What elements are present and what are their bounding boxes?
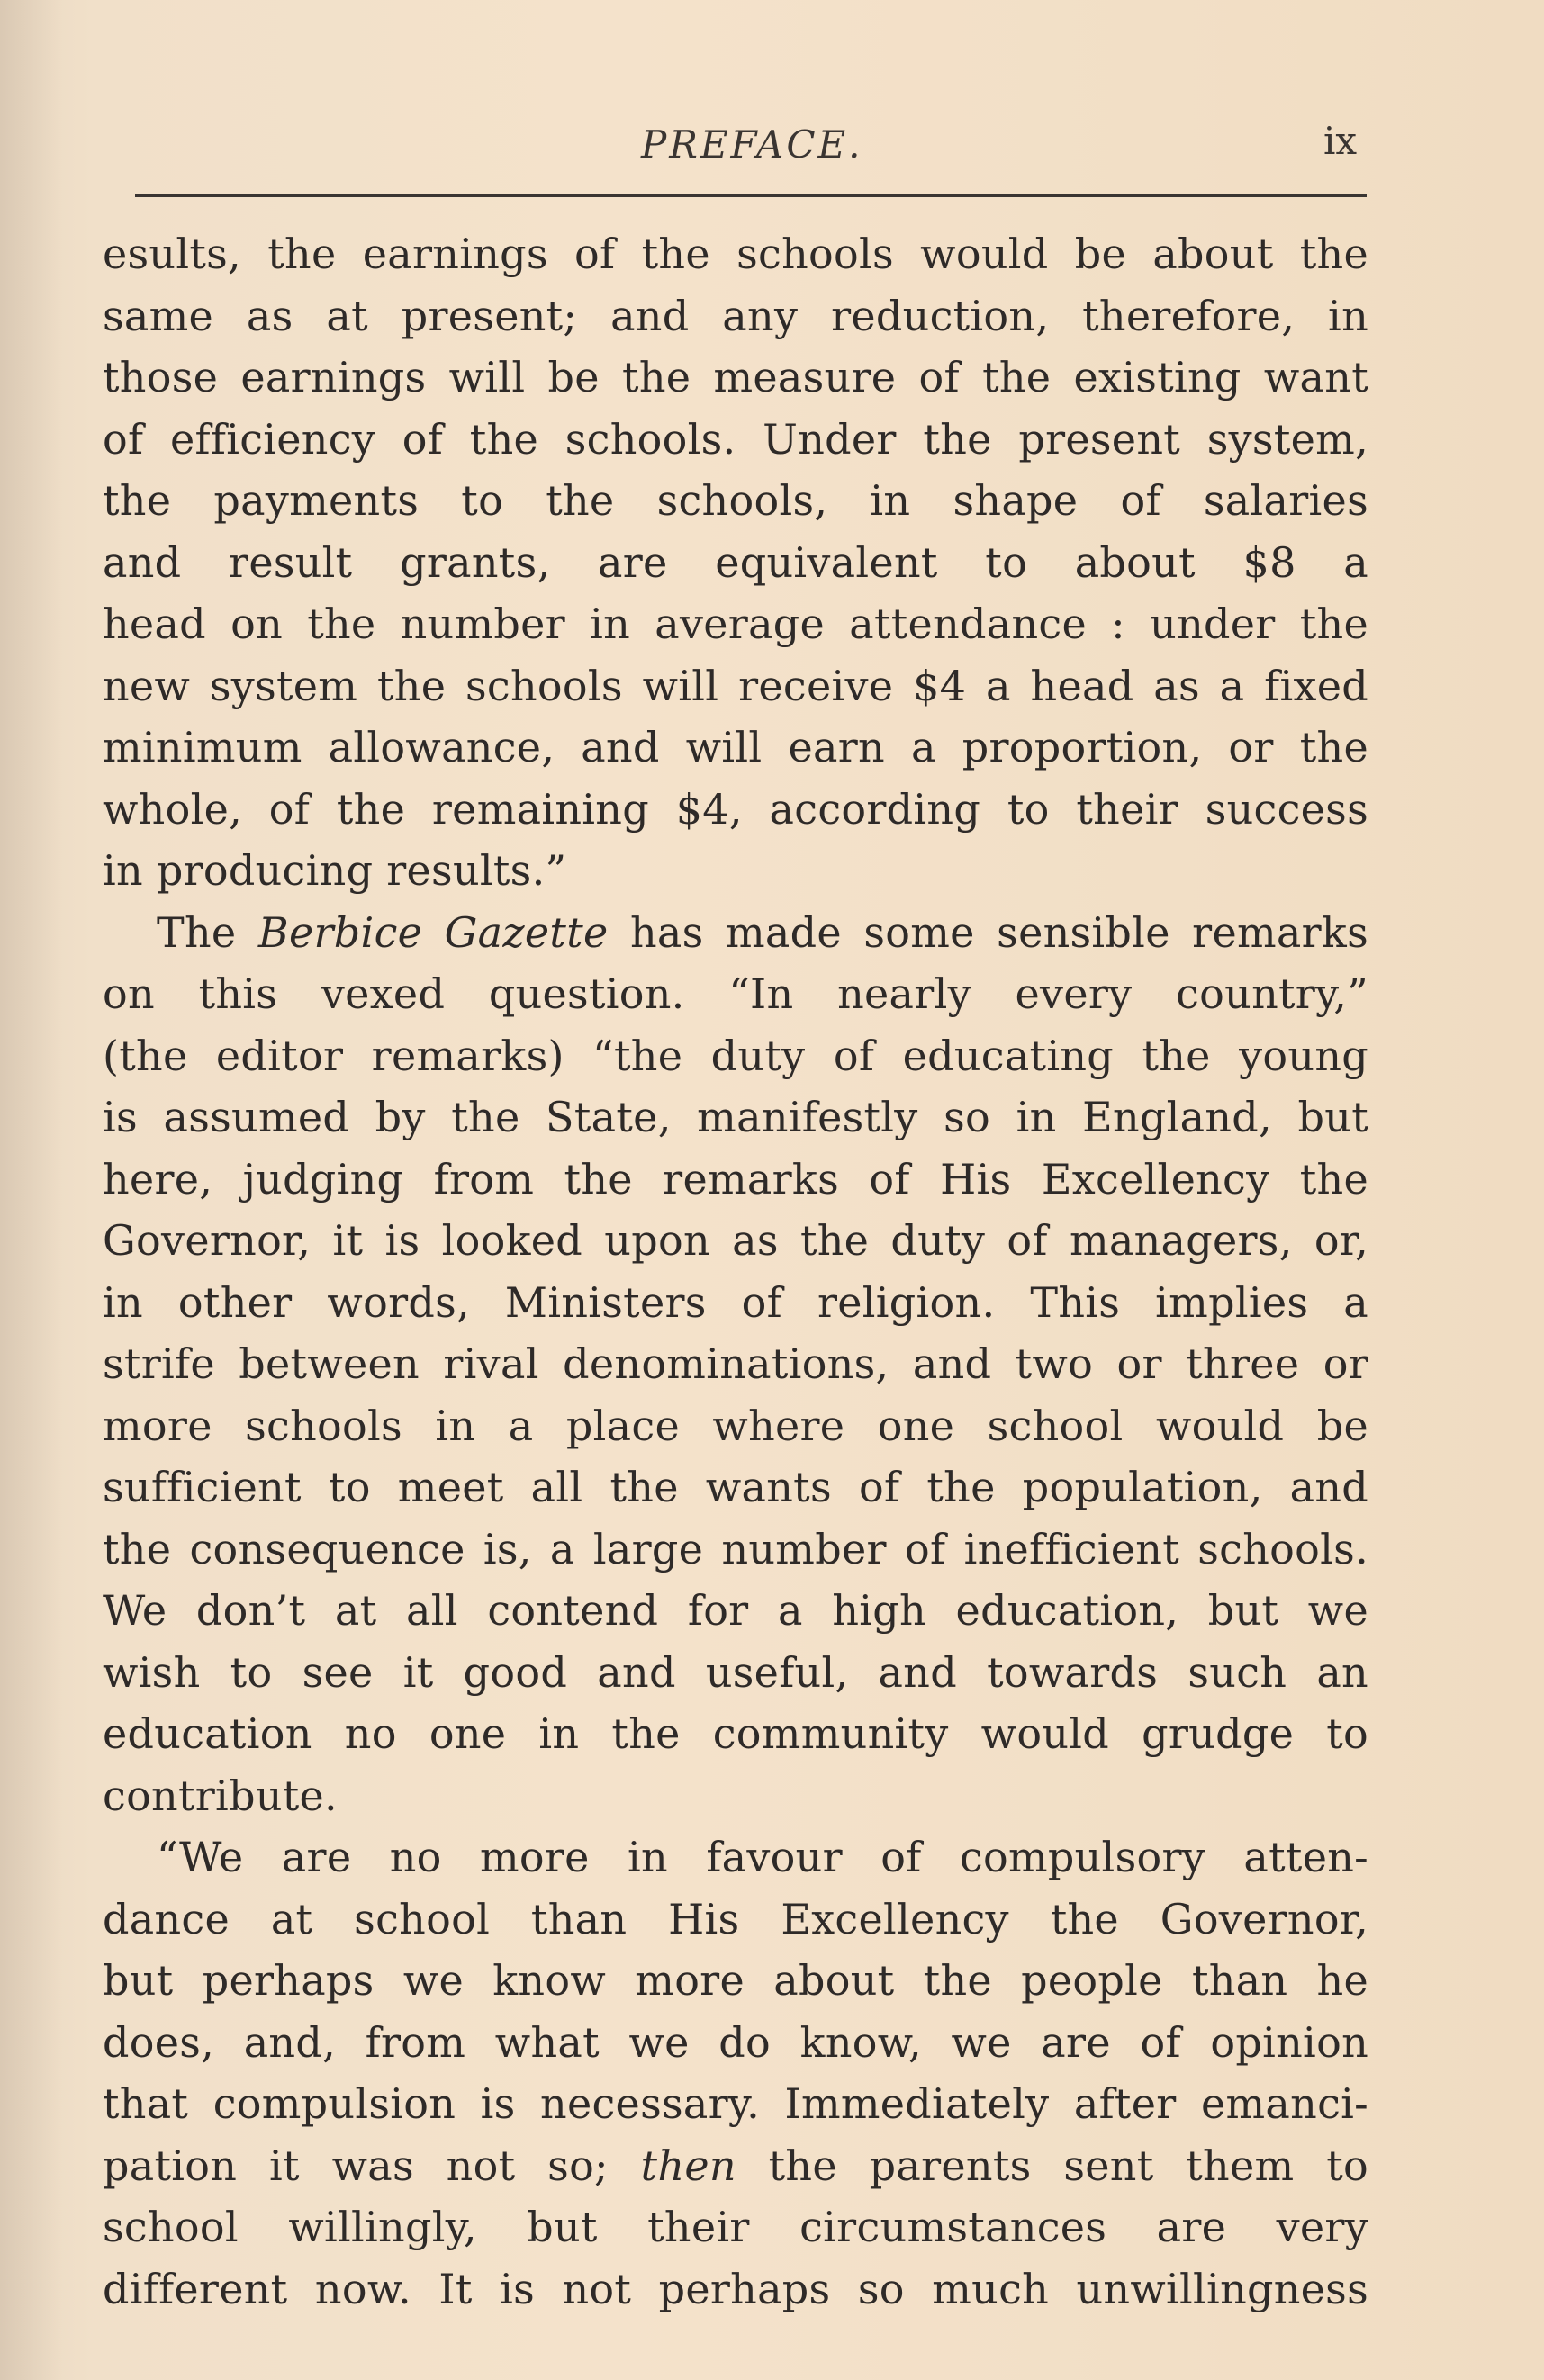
text-line: We don’t at all contend for a high education, but we — [103, 1586, 1368, 1635]
text-line: minimum allowance, and will earn a proportion, or the — [103, 723, 1368, 771]
text-line — [103, 902, 1368, 964]
header-rule — [135, 194, 1367, 197]
text-fragment: The — [157, 907, 258, 957]
text-line: wish to see it good and useful, and towards such an — [103, 1647, 1368, 1697]
text-line — [103, 2135, 1368, 2197]
text-line: “We are no more in favour of compulsory atten- — [157, 1833, 1368, 1881]
page-edge-shadow — [0, 0, 63, 2380]
text-line: same as at present; and any reduction, therefore, in — [103, 291, 1368, 340]
running-title: PREFACE. — [641, 122, 863, 167]
text-fragment: pation it was not so; — [103, 2141, 641, 2190]
text-line: does, and, from what we do know, we are of opinion — [103, 2017, 1368, 2067]
text-line: and result grants, are equivalent to about $8 a — [103, 537, 1368, 587]
text-line: esults, the earnings of the schools would be about the — [103, 230, 1368, 278]
text-line: different now. It is not perhaps so much unwillingness — [103, 2264, 1368, 2313]
text-line: the consequence is, a large number of inefficient schools. — [103, 1524, 1368, 1573]
text-line: more schools in a place where one school would be — [103, 1401, 1368, 1450]
page-number: ix — [1323, 119, 1358, 163]
text-line: sufficient to meet all the wants of the population, and — [103, 1463, 1368, 1511]
text-line: on this vexed question. “In nearly every country,” — [103, 969, 1368, 1018]
text-line: new system the schools will receive $4 a head as a fixed — [103, 661, 1368, 710]
text-line: dance at school than His Excellency the Governor, — [103, 1894, 1368, 1943]
text-line: that compulsion is necessary. Immediately after emanci- — [103, 2079, 1368, 2128]
text-line: contribute. — [103, 1771, 338, 1820]
emphasis: then — [640, 2141, 736, 2190]
text-line: the payments to the schools, in shape of salaries — [103, 476, 1368, 525]
text-line: here, judging from the remarks of His Excellency the — [103, 1154, 1368, 1204]
text-line: whole, of the remaining $4, according to their success — [103, 784, 1368, 834]
text-line: of efficiency of the schools. Under the present system, — [103, 414, 1368, 464]
text-line: in other words, Ministers of religion. This implies a — [103, 1277, 1368, 1327]
body-text — [103, 223, 1368, 2320]
text-line: school willingly, but their circumstances are very — [103, 2203, 1368, 2251]
text-line: those earnings will be the measure of the existing want — [103, 353, 1368, 401]
text-line: Governor, it is looked upon as the duty of managers, or, — [103, 1216, 1368, 1265]
text-line: but perhaps we know more about the people than he — [103, 1956, 1368, 2005]
text-line: is assumed by the State, manifestly so in England, but — [103, 1093, 1368, 1141]
text-line: (the editor remarks) “the duty of educating the young — [103, 1031, 1368, 1080]
running-head — [0, 119, 1544, 176]
text-line: strife between rival denominations, and two or three or — [103, 1339, 1368, 1388]
text-fragment: has made some sensible remarks — [608, 907, 1368, 957]
text-line: head on the number in average attendance : under the — [103, 600, 1368, 648]
text-line: in producing results.” — [103, 846, 567, 895]
newspaper-title: Berbice Gazette — [257, 907, 609, 957]
text-fragment: the parents sent them to — [736, 2141, 1368, 2190]
text-line: education no one in the community would grudge to — [103, 1709, 1368, 1758]
